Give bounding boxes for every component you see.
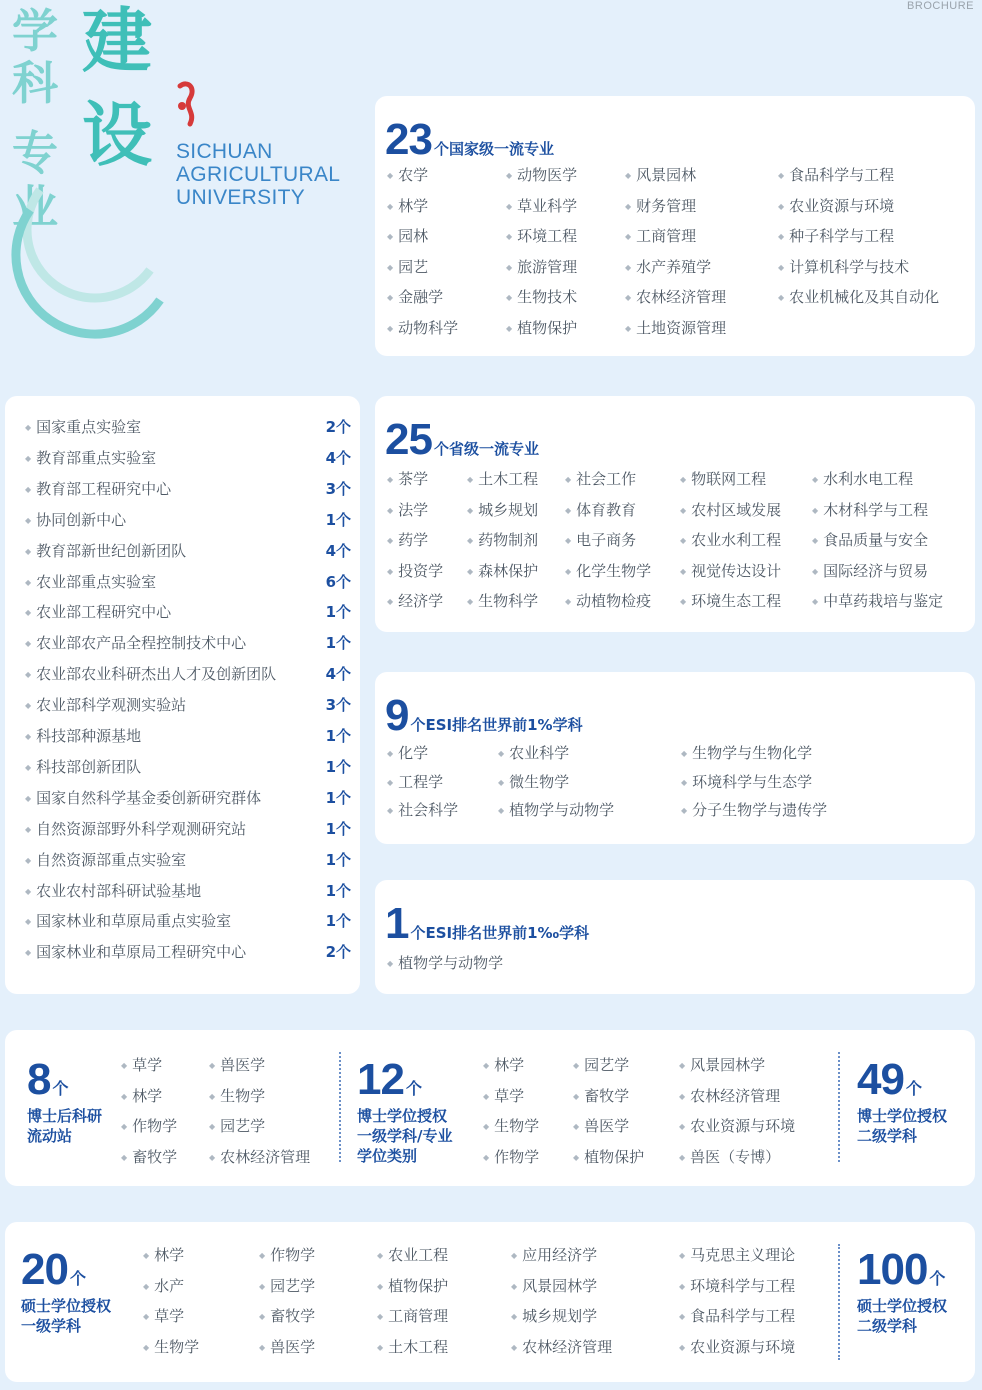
list-item: ◆ 化学 [387,742,428,763]
masters-first-level-stat: 20 个 硕士学位授权 一级学科 [21,1245,112,1335]
lab-name: ◆ 国家自然科学基金委创新研究群体 [25,787,261,808]
list-item: ◆ 风景园林学 [511,1275,597,1296]
list-item: ◆ 经济学 [387,590,443,611]
list-item: ◆ 畜牧学 [573,1085,629,1106]
lab-count: 1个 [325,727,351,745]
list-item: ◆ 法学 [387,499,428,520]
lab-count: 1个 [325,510,351,529]
lab-row [25,880,355,904]
university-logo-icon [172,78,202,128]
national-majors-card [375,96,975,356]
lab-name: ◆ 教育部新世纪创新团队 [25,540,186,561]
list-item: ◆ 植物学与动物学 [498,799,614,820]
list-item: ◆ 畜牧学 [259,1305,315,1326]
esi-1permille-heading: 1 个ESI排名世界前1‰学科 [385,899,590,948]
list-item: ◆ 生物技术 [506,286,577,307]
list-item: ◆ 动植物检疫 [565,590,651,611]
list-item: ◆ 投资学 [387,560,443,581]
lab-name: ◆ 科技部种源基地 [25,725,141,746]
list-item: ◆ 土地资源管理 [625,317,726,338]
lab-name: ◆ 农业部科学观测实验站 [25,694,186,715]
lab-name: ◆ 科技部创新团队 [25,756,141,777]
lab-row [25,632,355,656]
list-item: ◆ 工商管理 [625,225,696,246]
lab-name: ◆ 农业部农产品全程控制技术中心 [25,632,246,653]
lab-row [25,447,355,471]
list-item: ◆ 农业水利工程 [680,529,781,550]
masters-card [5,1222,975,1382]
lab-name: ◆ 农业农村部科研试验基地 [25,880,201,901]
list-item: ◆ 兽医学 [573,1115,629,1136]
lab-count: 4个 [325,665,351,684]
lab-count: 1个 [325,912,351,931]
labs-card [5,396,360,994]
provincial-majors-heading: 25 个省级一流专业 [385,415,539,464]
postdoc-stat: 8 个 博士后科研 流动站 [27,1055,103,1145]
title-char: 学 [12,4,58,58]
list-item: ◆ 风景园林 [625,164,696,185]
list-item: ◆ 园艺学 [209,1115,265,1136]
lab-name: ◆ 自然资源部重点实验室 [25,849,186,870]
lab-row [25,663,355,687]
title-char: 业 [12,180,58,234]
lab-name: ◆ 国家林业和草原局重点实验室 [25,910,231,931]
divider [339,1052,341,1162]
list-item: ◆ 食品科学与工程 [778,164,894,185]
list-item: ◆ 农林经济管理 [679,1085,780,1106]
list-item: ◆ 土木工程 [467,468,538,489]
national-majors-heading: 23 个国家级一流专业 [385,115,554,164]
divider [838,1244,840,1360]
list-item: ◆ 食品质量与安全 [812,529,928,550]
list-item: ◆ 园艺学 [259,1275,315,1296]
list-item: ◆ 生物学 [143,1336,199,1357]
list-item: ◆ 林学 [121,1085,162,1106]
lab-count: 1个 [325,634,351,653]
lab-count: 1个 [325,757,351,776]
list-item: ◆ 林学 [387,195,428,216]
lab-count: 1个 [325,788,351,807]
list-item: ◆ 化学生物学 [565,560,651,581]
list-item: ◆ 园艺 [387,256,428,277]
list-item: ◆ 草业科学 [506,195,577,216]
list-item: ◆ 土木工程 [377,1336,448,1357]
lab-name: ◆ 农业部农业科研杰出人才及创新团队 [25,663,276,684]
lab-row [25,694,355,718]
list-item: ◆ 城乡规划学 [511,1305,597,1326]
list-item: ◆ 生物科学 [467,590,538,611]
decorative-arc-icon [0,150,170,340]
list-item: ◆ 体育教育 [565,499,636,520]
list-item: ◆ 农业机械化及其自动化 [778,286,939,307]
lab-name: ◆ 协同创新中心 [25,509,126,530]
lab-row [25,601,355,625]
lab-name: ◆ 自然资源部野外科学观测研究站 [25,818,246,839]
list-item: ◆ 水产 [143,1275,184,1296]
list-item: ◆ 计算机科学与技术 [778,256,909,277]
list-item: ◆ 植物保护 [506,317,577,338]
masters-second-level-stat: 100 个 硕士学位授权 二级学科 [857,1245,948,1335]
list-item: ◆ 视觉传达设计 [680,560,781,581]
list-item: ◆ 草学 [121,1054,162,1075]
lab-row [25,571,355,595]
list-item: ◆ 作物学 [121,1115,177,1136]
lab-row [25,849,355,873]
list-item: ◆ 农林经济管理 [625,286,726,307]
list-item: ◆ 兽医（专博） [679,1146,780,1167]
title-area [0,0,360,350]
list-item: ◆ 水利水电工程 [812,468,913,489]
list-item: ◆ 微生物学 [498,771,569,792]
list-item: ◆ 畜牧学 [121,1146,177,1167]
list-item: ◆ 药学 [387,529,428,550]
list-item: ◆ 药物制剂 [467,529,538,550]
lab-count: 1个 [325,881,351,900]
list-item: ◆ 水产养殖学 [625,256,711,277]
list-item: ◆ 环境生态工程 [680,590,781,611]
esi-1percent-card [375,672,975,844]
list-item: ◆ 种子科学与工程 [778,225,894,246]
lab-row [25,478,355,502]
lab-name: ◆ 教育部重点实验室 [25,447,156,468]
list-item: ◆ 社会科学 [387,799,458,820]
list-item: ◆ 木材科学与工程 [812,499,928,520]
list-item: ◆ 植物学与动物学 [387,952,503,973]
list-item: ◆ 应用经济学 [511,1244,597,1265]
list-item: ◆ 环境科学与生态学 [681,771,812,792]
list-item: ◆ 电子商务 [565,529,636,550]
title-char: 专 [12,126,58,180]
lab-row [25,540,355,564]
list-item: ◆ 生物学 [483,1115,539,1136]
list-item: ◆ 食品科学与工程 [679,1305,795,1326]
list-item: ◆ 农林经济管理 [209,1146,310,1167]
lab-count: 4个 [325,448,351,467]
list-item: ◆ 环境科学与工程 [679,1275,795,1296]
list-item: ◆ 兽医学 [259,1336,315,1357]
list-item: ◆ 农林经济管理 [511,1336,612,1357]
lab-row [25,941,355,965]
lab-row [25,910,355,934]
list-item: ◆ 植物保护 [573,1146,644,1167]
list-item: ◆ 国际经济与贸易 [812,560,928,581]
doctoral-first-level-stat: 12 个 博士学位授权 一级学科/专业 学位类别 [357,1055,453,1165]
list-item: ◆ 动物医学 [506,164,577,185]
list-item: ◆ 中草药栽培与鉴定 [812,590,943,611]
lab-name: ◆ 国家重点实验室 [25,416,141,437]
lab-name: ◆ 农业部重点实验室 [25,571,156,592]
lab-row [25,416,355,440]
esi-1permille-card [375,880,975,994]
list-item: ◆ 茶学 [387,468,428,489]
list-item: ◆ 农学 [387,164,428,185]
title-char-big: 建 [82,0,152,82]
list-item: ◆ 环境工程 [506,225,577,246]
list-item: ◆ 作物学 [483,1146,539,1167]
list-item: ◆ 林学 [483,1054,524,1075]
list-item: ◆ 农业资源与环境 [679,1115,795,1136]
list-item: ◆ 农业资源与环境 [778,195,894,216]
lab-row [25,509,355,533]
list-item: ◆ 工程学 [387,771,443,792]
list-item: ◆ 森林保护 [467,560,538,581]
lab-count: 1个 [325,850,351,869]
lab-count: 1个 [325,603,351,622]
lab-row [25,725,355,749]
list-item: ◆ 工商管理 [377,1305,448,1326]
list-item: ◆ 林学 [143,1244,184,1265]
list-item: ◆ 社会工作 [565,468,636,489]
lab-row [25,756,355,780]
lab-count: 1个 [325,819,351,838]
list-item: ◆ 草学 [143,1305,184,1326]
provincial-majors-card [375,396,975,632]
list-item: ◆ 农村区域发展 [680,499,781,520]
lab-row [25,818,355,842]
list-item: ◆ 园艺学 [573,1054,629,1075]
lab-name: ◆ 国家林业和草原局工程研究中心 [25,941,246,962]
list-item: ◆ 作物学 [259,1244,315,1265]
brochure-label: BROCHURE [907,0,974,12]
lab-name: ◆ 教育部工程研究中心 [25,478,171,499]
title-char: 科 [12,56,58,110]
list-item: ◆ 生物学与生物化学 [681,742,812,763]
list-item: ◆ 风景园林学 [679,1054,765,1075]
list-item: ◆ 金融学 [387,286,443,307]
list-item: ◆ 生物学 [209,1085,265,1106]
list-item: ◆ 植物保护 [377,1275,448,1296]
list-item: ◆ 动物科学 [387,317,458,338]
lab-count: 2个 [325,418,351,436]
lab-row [25,787,355,811]
list-item: ◆ 城乡规划 [467,499,538,520]
list-item: ◆ 农业工程 [377,1244,448,1265]
list-item: ◆ 马克思主义理论 [679,1244,795,1265]
lab-name: ◆ 农业部工程研究中心 [25,601,171,622]
title-char-big: 设 [82,93,152,176]
lab-count: 3个 [325,479,351,498]
list-item: ◆ 农业科学 [498,742,569,763]
list-item: ◆ 财务管理 [625,195,696,216]
list-item: ◆ 农业资源与环境 [679,1336,795,1357]
esi-1percent-heading: 9 个ESI排名世界前1%学科 [385,691,583,740]
doctoral-second-level-stat: 49 个 博士学位授权 二级学科 [857,1055,948,1145]
lab-count: 6个 [325,572,351,591]
lab-count: 4个 [325,541,351,560]
list-item: ◆ 分子生物学与遗传学 [681,799,827,820]
list-item: ◆ 物联网工程 [680,468,766,489]
divider [838,1052,840,1162]
list-item: ◆ 草学 [483,1085,524,1106]
list-item: ◆ 旅游管理 [506,256,577,277]
lab-count: 2个 [325,943,351,962]
list-item: ◆ 园林 [387,225,428,246]
doctoral-card [5,1030,975,1186]
university-english-name: SICHUAN AGRICULTURAL UNIVERSITY [176,140,341,209]
list-item: ◆ 兽医学 [209,1054,265,1075]
lab-count: 3个 [325,696,351,715]
